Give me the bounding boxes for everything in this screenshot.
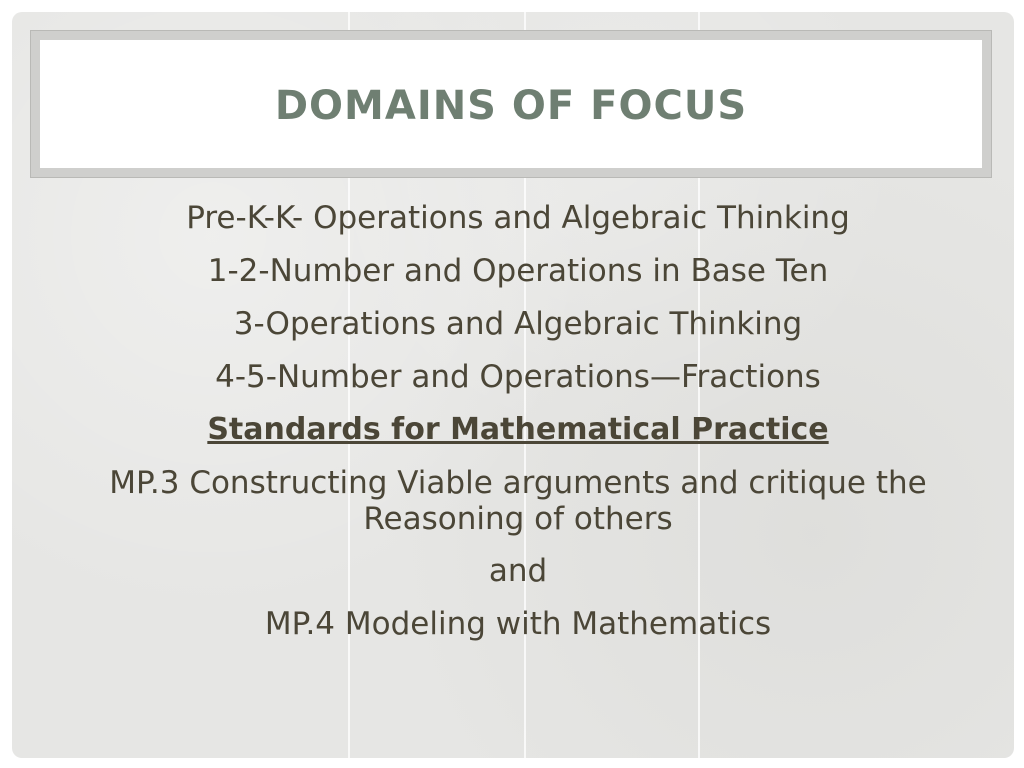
domain-line-prek-k: Pre-K-K- Operations and Algebraic Thinking: [186, 200, 850, 236]
title-frame: [30, 30, 992, 178]
slide-body: [72, 200, 964, 659]
practice-line-mp3: MP.3 Constructing Viable arguments and critique the Reasoning of others: [109, 465, 927, 537]
conjunction-line: and: [488, 553, 548, 589]
domain-line-3: 3-Operations and Algebraic Thinking: [233, 306, 803, 342]
title-box: [40, 40, 982, 168]
domain-line-4-5: 4-5-Number and Operations—Fractions: [215, 359, 821, 395]
slide-title: DOMAINS OF FOCUS: [274, 83, 748, 129]
practice-heading: Standards for Mathematical Practice: [207, 412, 829, 447]
practice-line-mp4: MP.4 Modeling with Mathematics: [264, 606, 772, 642]
slide: [12, 12, 1014, 758]
domain-line-1-2: 1-2-Number and Operations in Base Ten: [207, 253, 829, 289]
